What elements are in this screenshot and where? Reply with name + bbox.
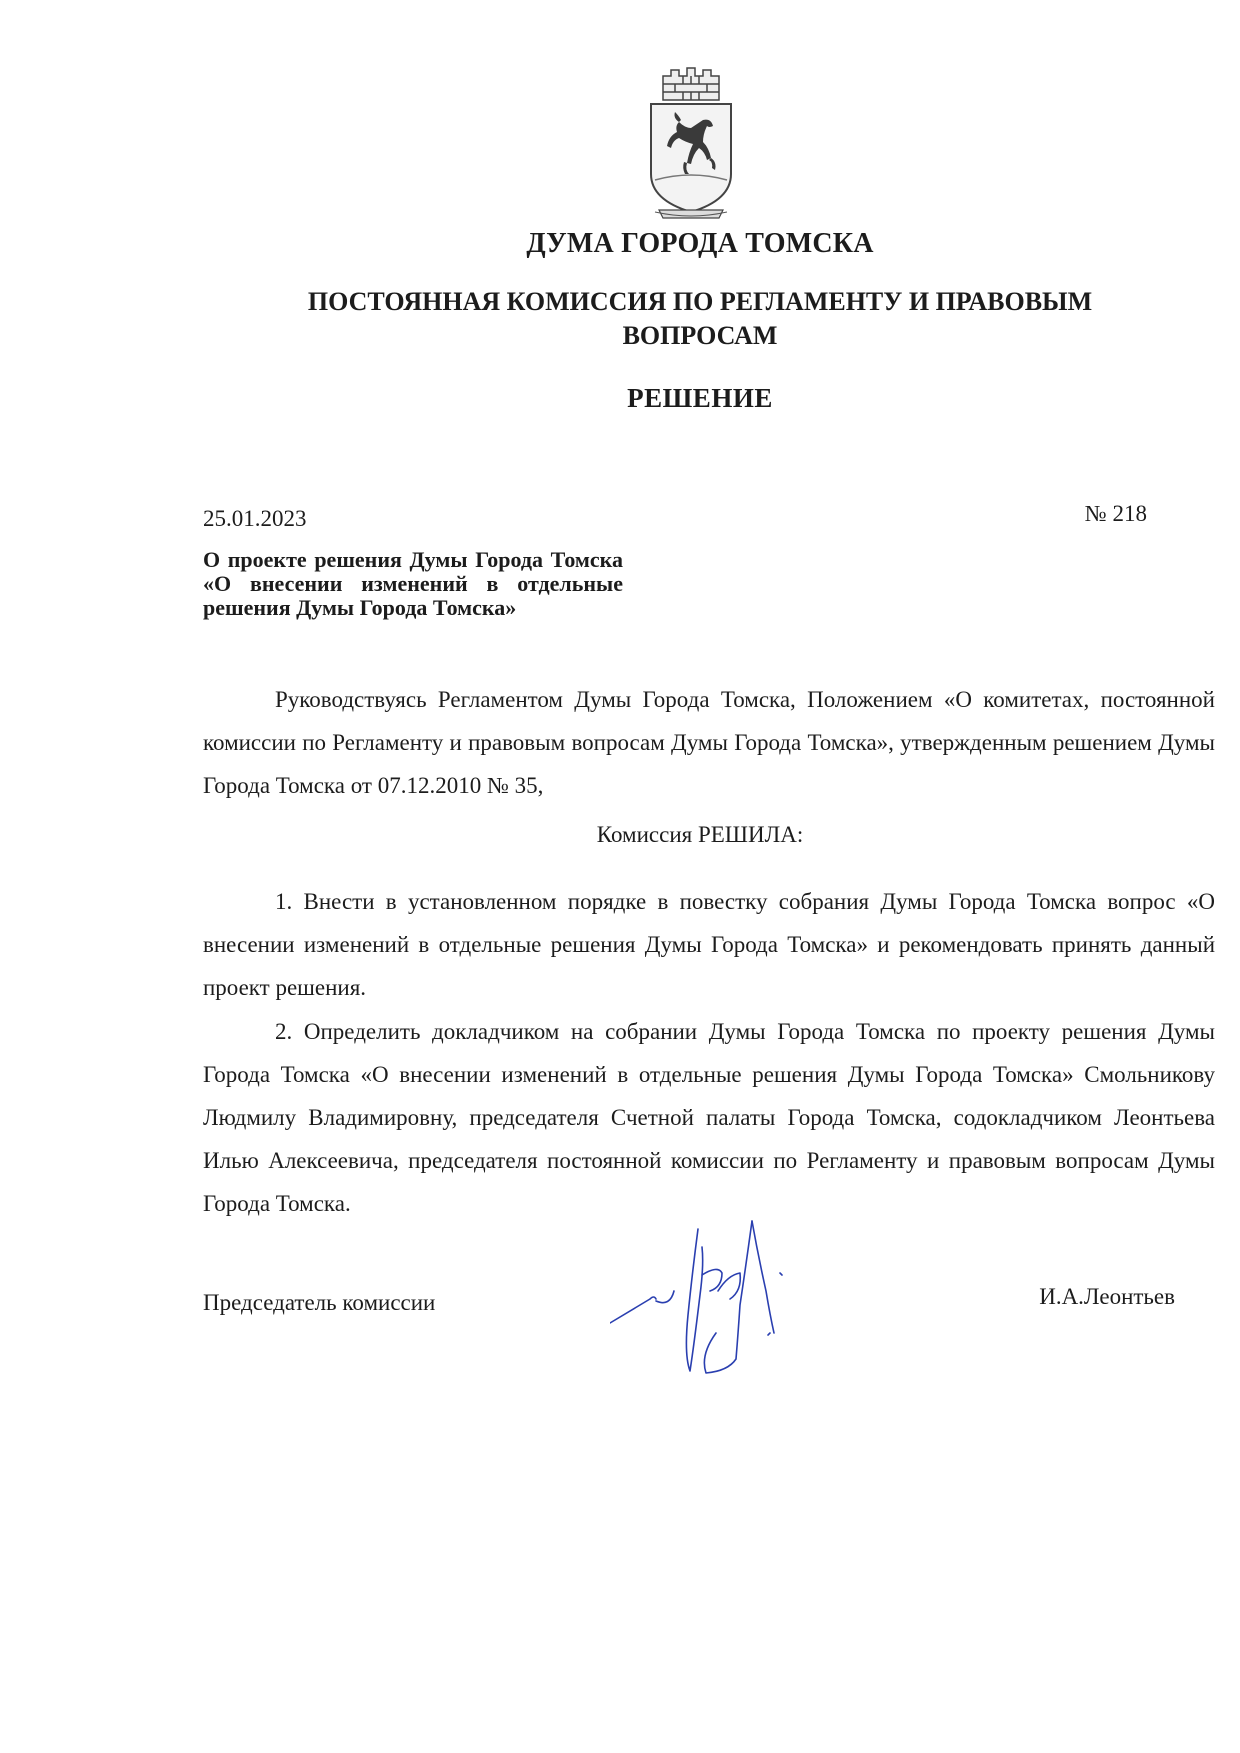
document-org-title: ДУМА ГОРОДА ТОМСКА: [526, 228, 874, 259]
signatory-name: И.А.Леонтьев: [1039, 1284, 1175, 1309]
signatory-role: Председатель комиссии: [203, 1290, 436, 1315]
city-coat-of-arms-emblem: [645, 62, 737, 222]
document-subject: О проекте решения Думы Города Томска «О внесении изменений в отдельные решения Думы Города Томска»: [203, 547, 623, 620]
decision-item-2: 2. Определить докладчиком на собрании Думы Города Томска по проекту решения Думы Города Томска «О внесении изменений в отдельные решения Думы Города Томска» Смольникову Людмилу Владимировну, председателя Счетной палаты Города Томска, содокладчиком Леонтьева Илью Алексеевича, председателя постоянной комиссии по Регламенту и правовым вопросам Думы Города Томска.: [203, 1019, 1215, 1216]
document-number: № 218: [1084, 501, 1147, 526]
handwritten-signature: [610, 1195, 830, 1385]
document-type-title: РЕШЕНИЕ: [627, 383, 773, 413]
resolved-heading: Комиссия РЕШИЛА:: [596, 822, 804, 847]
document-date: 25.01.2023: [203, 506, 307, 531]
commission-title: ПОСТОЯННАЯ КОМИССИЯ ПО РЕГЛАМЕНТУ И ПРАВОВЫМ ВОПРОСАМ: [307, 287, 1093, 350]
decision-item-1: 1. Внести в установленном порядке в повестку собрания Думы Города Томска вопрос «О внесении изменений в отдельные решения Думы Города Томска» и рекомендовать принять данный проект решения.: [203, 889, 1215, 1000]
preamble-paragraph: Руководствуясь Регламентом Думы Города Томска, Положением «О комитетах, постоянной комиссии по Регламенту и правовым вопросам Думы Города Томска», утвержденным решением Думы Города Томска от 07.12.2010 № 35,: [203, 687, 1215, 798]
